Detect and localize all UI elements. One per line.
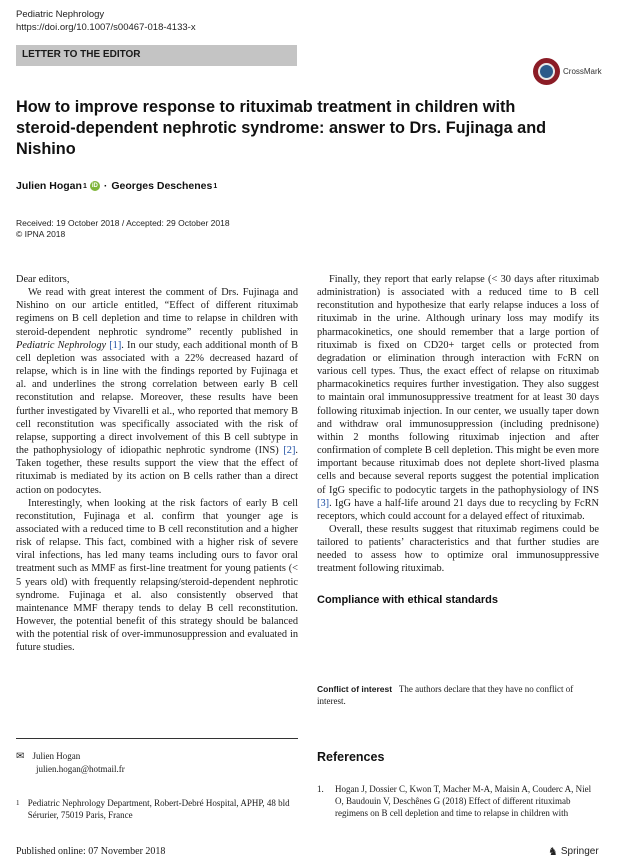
author-line bbox=[16, 180, 217, 192]
journal-name: Pediatric Nephrology bbox=[16, 9, 105, 20]
article-title: How to improve response to rituximab treatment in children with steroid-dependent nephrotic syndrome: answer to Drs. Fujinaga and Nishino bbox=[16, 98, 547, 158]
affiliation-marker: 1 bbox=[213, 182, 218, 190]
affiliation-marker: 1 bbox=[82, 182, 87, 190]
springer-horse-icon: ♞ bbox=[548, 846, 558, 858]
corr-email[interactable]: julien.hogan@hotmail.fr bbox=[36, 764, 125, 774]
article-dates bbox=[16, 218, 230, 240]
crossmark-icon bbox=[533, 58, 560, 85]
copyright: © IPNA 2018 bbox=[16, 229, 66, 239]
published-date: Published online: 07 November 2018 bbox=[16, 846, 166, 857]
text-run: Finally, they report that early relapse (< 30 days after rituximab administration) is associated with a reduced time to B cell reconstitution and hypothesize that early relapse induces a loss of rituximab in the urine. Although urinary loss may modify its pharmacokinetics, one should remember that a large portion of rituximab is fixed on CD20+ target cells or protected from degradation or elimination through interaction with FcRN on various cell types. Thus, the exact effect of relapse on rituximab pharmacokinetics requires further investigation. They also suggest to maintain oral immunosuppressive treatment for at least 30 days following rituximab injection. In our center, we usually taper down and withdraw oral immunosuppression (including prednisone) within 2 months following rituximab injection and after confirmation of complete B cell depletion. This might be even more important because rituximab does not deplete short-lived plasma cells and because several reports suggest the potential implication of IgG specific to podocytic targets in the pathophysiology of INS bbox=[317, 274, 599, 496]
citation-link[interactable]: [1] bbox=[109, 339, 122, 351]
references-heading: References bbox=[317, 750, 385, 764]
paragraph bbox=[317, 273, 599, 523]
right-column bbox=[317, 273, 599, 607]
correspondence bbox=[16, 750, 125, 775]
reference-text: Hogan J, Dossier C, Kwon T, Macher M-A, Maisin A, Couderc A, Niel O, Baudouin V, Deschênes G (2018) Effect of different rituximab regimens on B cell depletion and time to relapse in children with bbox=[335, 784, 592, 818]
text-run: . In our study, each additional month of B cell depletion was associated with a 22% decreased hazard of relapse, which is in line with the findings reported by Fujinaga et al. and underlines the strong correlation between early B cell reconstitution and relapse. Moreover, these results have been further investigated by Vivarelli et al., who reported that memory B cell reconstitution was specifically associated with the risk of relapse, supporting a direct involvement of this B cell subtype in the pathophysiology of idiopathic nephrotic syndrome (INS) bbox=[16, 339, 298, 457]
coi-label: Conflict of interest bbox=[317, 684, 393, 694]
section-label: LETTER TO THE EDITOR bbox=[16, 45, 297, 66]
crossmark-button[interactable] bbox=[533, 58, 602, 85]
doi-link[interactable]: https://doi.org/10.1007/s00467-018-4133-x bbox=[16, 22, 196, 33]
publisher-logo bbox=[548, 845, 599, 858]
affiliation bbox=[16, 797, 298, 821]
reference-number: 1. bbox=[317, 784, 324, 794]
conflict-of-interest bbox=[317, 684, 599, 707]
author-name[interactable]: Georges Deschenes bbox=[111, 180, 213, 192]
envelope-icon: ✉ bbox=[16, 751, 25, 762]
crossmark-label: CrossMark bbox=[563, 67, 602, 76]
author-name[interactable]: Julien Hogan bbox=[16, 180, 82, 192]
orcid-icon[interactable]: iD bbox=[91, 183, 98, 189]
paragraph bbox=[16, 286, 298, 497]
paragraph: Overall, these results suggest that rituximab regimens could be tailored to patients’ characteristics and that further studies are needed to assess how to optimize oral immunosuppressive treatment following rituximab. bbox=[317, 523, 599, 575]
footnote-rule bbox=[16, 738, 298, 739]
journal-header bbox=[16, 8, 196, 34]
journal-italic: Pediatric Nephrology bbox=[16, 339, 107, 351]
left-column bbox=[16, 273, 298, 655]
reference-item bbox=[317, 783, 599, 819]
text-run: . Taken together, these results support the view that the effect of rituximab is mediated by its action on B cells rather than a direct action on podocytes. bbox=[16, 445, 298, 496]
corr-name: Julien Hogan bbox=[32, 751, 81, 761]
text-run: We read with great interest the comment of Drs. Fujinaga and Nishino on our article entitled, “Effect of different rituximab regimens on B cell depletion and time to relapse in children with steroid-dependent nephrotic syndrome” recently published in bbox=[16, 287, 298, 338]
coi-text: The authors declare that they have no conflict of interest. bbox=[317, 684, 574, 706]
compliance-heading: Compliance with ethical standards bbox=[317, 593, 498, 606]
author-separator: · bbox=[103, 180, 108, 192]
affiliation-text: Pediatric Nephrology Department, Robert-Debré Hospital, APHP, 48 bld Sérurier, 75019 Paris, France bbox=[27, 798, 290, 820]
salutation: Dear editors, bbox=[16, 274, 70, 285]
received-accepted: Received: 19 October 2018 / Accepted: 29 October 2018 bbox=[16, 218, 230, 228]
paragraph: Interestingly, when looking at the risk factors of early B cell reconstitution, Fujinaga et al. confirm that younger age is associated with a reduced time to B cell reconstitution and a higher risk of relapse. This fact, combined with a higher risk of severe viral infections, has led many teams including ours to favor oral treatment such as MMF as first-line treatment for young patients (< 5 years old) with frequently relapsing/steroid-dependent nephrotic syndrome. Fujinaga et al. also consistently observed that maintenance MMF therapy tends to delay B cell reconstitution. However, the potential benefit of this strategy should be balanced with the potential risk of over-immunosuppression and evaluated in future studies. bbox=[16, 497, 298, 654]
publisher-name: Springer bbox=[560, 846, 599, 857]
text-run: . IgG have a half-life around 21 days due to recycling by FcRN receptors, which could account for a delayed effect of rituximab. bbox=[317, 497, 599, 522]
affiliation-number: 1 bbox=[16, 799, 20, 807]
citation-link[interactable]: [3] bbox=[317, 497, 330, 509]
citation-link[interactable]: [2] bbox=[283, 445, 296, 457]
